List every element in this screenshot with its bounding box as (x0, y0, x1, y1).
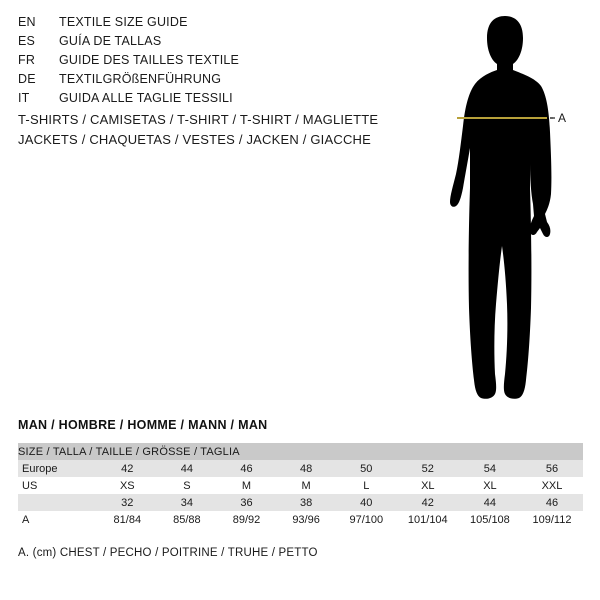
table-cell: XL (397, 477, 459, 494)
size-table (18, 443, 583, 528)
size-table-wrap (18, 443, 583, 528)
table-cell: 52 (397, 460, 459, 477)
table-cell: XS (98, 477, 158, 494)
table-cell: 42 (397, 494, 459, 511)
table-cell: 46 (521, 494, 583, 511)
language-code: DE (18, 72, 36, 86)
table-header-row (18, 443, 583, 460)
table-cell: 105/108 (459, 511, 521, 528)
table-cell: 44 (459, 494, 521, 511)
table-row (18, 460, 583, 477)
language-title: GUIDE DES TAILLES TEXTILE (59, 53, 240, 67)
table-cell: 56 (521, 460, 583, 477)
language-title: TEXTILE SIZE GUIDE (59, 15, 188, 29)
section-heading-man: MAN / HOMBRE / HOMME / MANN / MAN (18, 418, 268, 432)
table-cell: 44 (157, 460, 217, 477)
table-cell: XL (459, 477, 521, 494)
language-row (18, 15, 378, 34)
language-row (18, 72, 378, 91)
category-line-tshirts: T-SHIRTS / CAMISETAS / T-SHIRT / T-SHIRT / MAGLIETTE (18, 112, 379, 127)
male-silhouette-icon (395, 8, 600, 408)
language-title: GUIDA ALLE TAGLIE TESSILI (59, 91, 233, 105)
table-cell: S (157, 477, 217, 494)
table-cell: 97/100 (336, 511, 397, 528)
table-row (18, 494, 583, 511)
row-label: US (18, 477, 98, 494)
table-cell: 36 (217, 494, 277, 511)
language-title: GUÍA DE TALLAS (59, 34, 162, 48)
table-cell: 50 (336, 460, 397, 477)
table-cell: 38 (276, 494, 336, 511)
language-title-block (18, 15, 378, 110)
language-code: ES (18, 34, 36, 48)
language-title: TEXTILGRÖßENFÜHRUNG (59, 72, 222, 86)
table-cell: L (336, 477, 397, 494)
table-cell: 48 (276, 460, 336, 477)
table-header-label: SIZE / TALLA / TAILLE / GRÖSSE / TAGLIA (18, 443, 583, 460)
language-row (18, 53, 378, 72)
table-cell: 42 (98, 460, 158, 477)
row-label (18, 494, 98, 511)
table-cell: 34 (157, 494, 217, 511)
category-line-jackets: JACKETS / CHAQUETAS / VESTES / JACKEN / GIACCHE (18, 132, 372, 147)
table-cell: 89/92 (217, 511, 277, 528)
language-row (18, 91, 378, 110)
chest-measure-label: A (558, 111, 567, 125)
table-row (18, 511, 583, 528)
table-cell: 93/96 (276, 511, 336, 528)
table-cell: M (276, 477, 336, 494)
table-cell: 40 (336, 494, 397, 511)
table-cell: 101/104 (397, 511, 459, 528)
body-figure (395, 8, 600, 408)
table-row (18, 477, 583, 494)
language-code: FR (18, 53, 36, 67)
table-cell: 85/88 (157, 511, 217, 528)
table-cell: 46 (217, 460, 277, 477)
language-row (18, 34, 378, 53)
table-cell: 32 (98, 494, 158, 511)
table-cell: 54 (459, 460, 521, 477)
row-label: A (18, 511, 98, 528)
language-code: IT (18, 91, 30, 105)
footnote-chest: A. (cm) CHEST / PECHO / POITRINE / TRUHE / PETTO (18, 547, 318, 559)
table-cell: XXL (521, 477, 583, 494)
table-cell: 81/84 (98, 511, 158, 528)
table-cell: 109/112 (521, 511, 583, 528)
language-code: EN (18, 15, 36, 29)
category-block (18, 110, 398, 150)
row-label: Europe (18, 460, 98, 477)
table-cell: M (217, 477, 277, 494)
